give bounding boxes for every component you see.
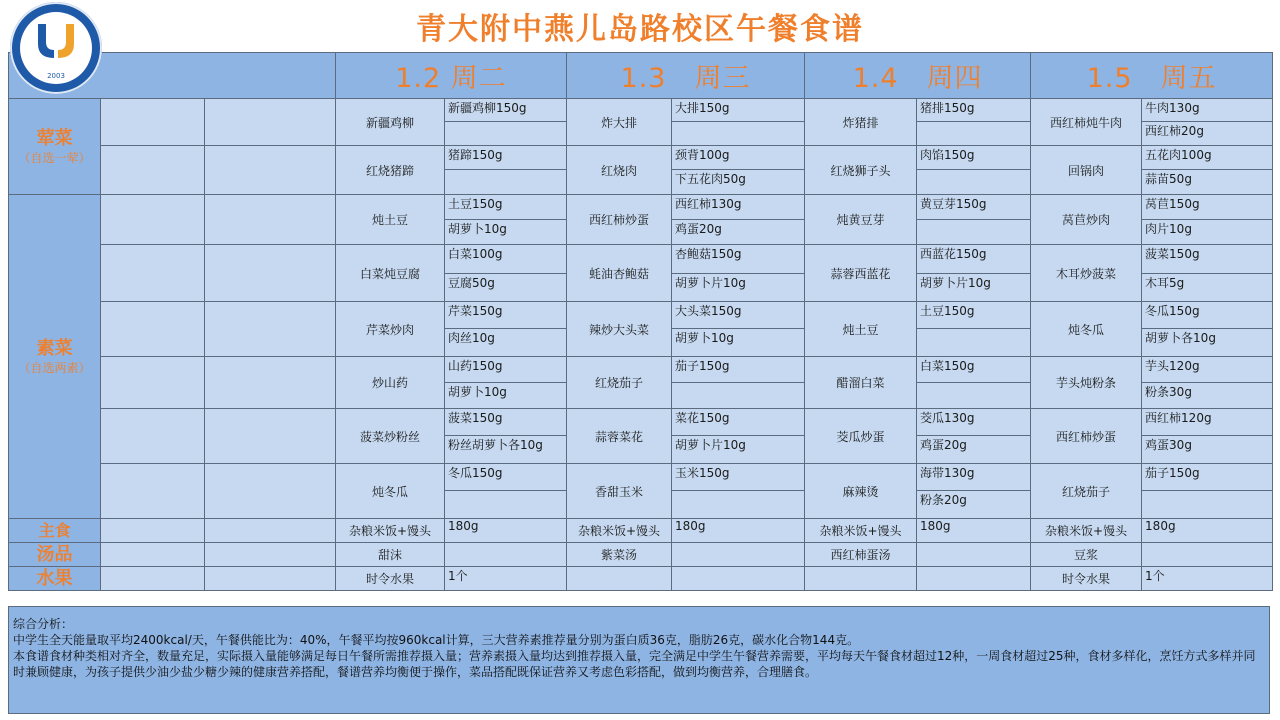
veg-ingredient: 莴苣150g	[1142, 195, 1273, 220]
veg-ingredient: 鸡蛋20g	[672, 220, 805, 245]
veg-dish: 芋头炖粉条	[1031, 357, 1142, 409]
meat-ingredient	[917, 122, 1031, 146]
meat-ingredient: 西红柿20g	[1142, 122, 1273, 146]
meat-dish: 回锅肉	[1031, 146, 1142, 195]
logo-year: 2003	[47, 72, 65, 80]
menu-table	[8, 52, 1273, 591]
school-emblem-icon	[32, 20, 80, 64]
meat-dish: 新疆鸡柳	[336, 99, 445, 146]
veg-dish: 芹菜炒肉	[336, 302, 445, 357]
veg-ingredient: 豆腐50g	[445, 274, 567, 302]
veg-dish: 茭瓜炒蛋	[805, 409, 917, 464]
day-header-2: 1.3 周三	[567, 53, 805, 99]
veg-ingredient: 白菜100g	[445, 245, 567, 274]
category-note: （自选一荤）	[18, 150, 91, 165]
fruit-amount: 1个	[445, 567, 567, 591]
meat-ingredient: 五花肉100g	[1142, 146, 1273, 170]
page-title: 青大附中燕儿岛路校区午餐食谱	[416, 12, 864, 47]
veg-ingredient: 玉米150g	[672, 464, 805, 491]
veg-ingredient: 粉条30g	[1142, 383, 1273, 409]
fruit-dish: 时令水果	[336, 567, 445, 591]
veg-dish: 木耳炒菠菜	[1031, 245, 1142, 302]
veg-ingredient	[917, 329, 1031, 357]
staple-dish: 杂粮米饭+馒头	[805, 519, 917, 543]
veg-dish: 蚝油杏鲍菇	[567, 245, 672, 302]
veg-ingredient: 山药150g	[445, 357, 567, 383]
meat-ingredient: 蒜苗50g	[1142, 170, 1273, 195]
meat-row	[9, 99, 1273, 122]
veg-ingredient	[445, 491, 567, 519]
soup-dish: 紫菜汤	[567, 543, 672, 567]
meat-dish: 红烧猪蹄	[336, 146, 445, 195]
veg-dish: 辣炒大头菜	[567, 302, 672, 357]
veg-dish: 醋溜白菜	[805, 357, 917, 409]
veg-ingredient: 肉片10g	[1142, 220, 1273, 245]
veg-dish: 香甜玉米	[567, 464, 672, 519]
veg-dish: 白菜炖豆腐	[336, 245, 445, 302]
veg-dish: 蒜蓉西蓝花	[805, 245, 917, 302]
veg-dish: 炖土豆	[336, 195, 445, 245]
fruit-amount	[672, 567, 805, 591]
veg-dish: 炒山药	[336, 357, 445, 409]
analysis-line-2: 本食谱食材种类相对齐全，数量充足，实际摄入量能够满足每日午餐所需推荐摄入量；营养素摄入量均达到推荐摄入量，完全满足中学生午餐营养需要，平均每天午餐食材超过12种，一周食材超过25种，食材多样化，烹饪方式多样并同时兼顾健康，为孩子提供少油少盐少糖少辣的健康营养搭配，餐谱营养均衡便于操作，菜品搭配既保证营养又考虑色彩搭配，做到均衡营养，合理膳食。	[13, 649, 1256, 679]
veg-dish: 蒜蓉菜花	[567, 409, 672, 464]
soup-dish: 豆浆	[1031, 543, 1142, 567]
veg-ingredient: 鸡蛋20g	[917, 436, 1031, 464]
meat-ingredient: 肉馅150g	[917, 146, 1031, 170]
veg-row	[9, 302, 1273, 329]
header-row	[9, 53, 1273, 99]
fruit-row	[9, 567, 1273, 591]
veg-dish: 菠菜炒粉丝	[336, 409, 445, 464]
meat-dish: 炸大排	[567, 99, 672, 146]
veg-row	[9, 245, 1273, 274]
category-meat	[9, 99, 101, 195]
veg-ingredient: 芹菜150g	[445, 302, 567, 329]
day-header-3: 1.4 周四	[805, 53, 1031, 99]
category-soup: 汤品	[9, 543, 101, 567]
veg-row	[9, 409, 1273, 436]
staple-amount: 180g	[672, 519, 805, 543]
veg-section	[9, 195, 1273, 519]
veg-ingredient: 胡萝卜片10g	[672, 274, 805, 302]
fruit-amount: 1个	[1142, 567, 1273, 591]
category-staple: 主食	[9, 519, 101, 543]
meat-ingredient	[445, 170, 567, 195]
veg-ingredient	[1142, 491, 1273, 519]
veg-ingredient: 土豆150g	[445, 195, 567, 220]
veg-ingredient: 胡萝卜片10g	[672, 436, 805, 464]
veg-ingredient	[672, 383, 805, 409]
category-fruit: 水果	[9, 567, 101, 591]
staple-dish: 杂粮米饭+馒头	[567, 519, 672, 543]
veg-dish: 炖土豆	[805, 302, 917, 357]
veg-ingredient: 粉条20g	[917, 491, 1031, 519]
veg-ingredient: 菜花150g	[672, 409, 805, 436]
meat-ingredient	[917, 170, 1031, 195]
veg-ingredient: 茄子150g	[672, 357, 805, 383]
veg-dish: 西红柿炒蛋	[567, 195, 672, 245]
meat-dish: 红烧肉	[567, 146, 672, 195]
fruit-dish	[805, 567, 917, 591]
staple-amount: 180g	[445, 519, 567, 543]
veg-ingredient: 西红柿120g	[1142, 409, 1273, 436]
staple-dish: 杂粮米饭+馒头	[1031, 519, 1142, 543]
veg-dish: 炖冬瓜	[336, 464, 445, 519]
meat-dish: 西红柿炖牛肉	[1031, 99, 1142, 146]
veg-ingredient: 菠菜150g	[1142, 245, 1273, 274]
veg-ingredient: 胡萝卜10g	[672, 329, 805, 357]
veg-ingredient: 白菜150g	[917, 357, 1031, 383]
soup-row	[9, 543, 1273, 567]
veg-ingredient: 黄豆芽150g	[917, 195, 1031, 220]
veg-ingredient: 杏鲍菇150g	[672, 245, 805, 274]
category-name: 荤菜	[36, 127, 73, 149]
meat-ingredient: 下五花肉50g	[672, 170, 805, 195]
category-note: （自选两素）	[18, 360, 91, 375]
soup-dish: 西红柿蛋汤	[805, 543, 917, 567]
veg-dish: 红烧茄子	[1031, 464, 1142, 519]
staple-amount: 180g	[1142, 519, 1273, 543]
fruit-dish: 时令水果	[1031, 567, 1142, 591]
meat-dish: 炸猪排	[805, 99, 917, 146]
veg-ingredient: 胡萝卜各10g	[1142, 329, 1273, 357]
veg-row	[9, 464, 1273, 491]
day-header-1: 1.2 周二	[336, 53, 567, 99]
meat-ingredient: 新疆鸡柳150g	[445, 99, 567, 122]
veg-ingredient: 胡萝卜10g	[445, 220, 567, 245]
veg-ingredient: 菠菜150g	[445, 409, 567, 436]
soup-dish: 甜沫	[336, 543, 445, 567]
veg-dish: 西红柿炒蛋	[1031, 409, 1142, 464]
veg-ingredient: 茄子150g	[1142, 464, 1273, 491]
veg-dish: 麻辣烫	[805, 464, 917, 519]
veg-dish: 炖黄豆芽	[805, 195, 917, 245]
fruit-amount	[917, 567, 1031, 591]
meat-ingredient: 猪排150g	[917, 99, 1031, 122]
meat-ingredient: 颈背100g	[672, 146, 805, 170]
school-logo	[10, 2, 102, 94]
veg-row	[9, 357, 1273, 383]
veg-ingredient: 鸡蛋30g	[1142, 436, 1273, 464]
veg-dish: 红烧茄子	[567, 357, 672, 409]
veg-ingredient: 芋头120g	[1142, 357, 1273, 383]
veg-ingredient: 冬瓜150g	[1142, 302, 1273, 329]
analysis-heading: 综合分析：	[13, 617, 74, 631]
veg-ingredient: 肉丝10g	[445, 329, 567, 357]
veg-dish: 莴苣炒肉	[1031, 195, 1142, 245]
staple-amount: 180g	[917, 519, 1031, 543]
meat-ingredient	[672, 122, 805, 146]
veg-ingredient: 冬瓜150g	[445, 464, 567, 491]
meat-section	[9, 99, 1273, 195]
category-veg	[9, 195, 101, 519]
veg-ingredient: 西红柿130g	[672, 195, 805, 220]
veg-ingredient: 木耳5g	[1142, 274, 1273, 302]
veg-ingredient: 大头菜150g	[672, 302, 805, 329]
category-name: 素菜	[36, 337, 73, 359]
staple-dish: 杂粮米饭+馒头	[336, 519, 445, 543]
veg-ingredient: 土豆150g	[917, 302, 1031, 329]
meat-dish: 红烧狮子头	[805, 146, 917, 195]
veg-dish: 炖冬瓜	[1031, 302, 1142, 357]
meat-ingredient	[445, 122, 567, 146]
meat-ingredient: 牛肉130g	[1142, 99, 1273, 122]
fruit-dish	[567, 567, 672, 591]
analysis-panel	[8, 606, 1270, 714]
veg-ingredient	[917, 383, 1031, 409]
veg-ingredient: 胡萝卜10g	[445, 383, 567, 409]
veg-ingredient: 西蓝花150g	[917, 245, 1031, 274]
veg-row	[9, 195, 1273, 220]
meat-ingredient: 大排150g	[672, 99, 805, 122]
meat-ingredient: 猪蹄150g	[445, 146, 567, 170]
veg-ingredient: 茭瓜130g	[917, 409, 1031, 436]
analysis-line-1: 中学生全天能量取平均2400kcal/天，午餐供能比为：40%，午餐平均按960kcal计算，三大营养素推荐量分别为蛋白质36克，脂肪26克，碳水化合物144克。	[13, 633, 860, 647]
veg-ingredient	[917, 220, 1031, 245]
meat-row	[9, 146, 1273, 170]
veg-ingredient: 胡萝卜片10g	[917, 274, 1031, 302]
veg-ingredient: 海带130g	[917, 464, 1031, 491]
veg-ingredient: 粉丝胡萝卜各10g	[445, 436, 567, 464]
veg-ingredient	[672, 491, 805, 519]
day-header-4: 1.5 周五	[1031, 53, 1273, 99]
staple-row	[9, 519, 1273, 543]
